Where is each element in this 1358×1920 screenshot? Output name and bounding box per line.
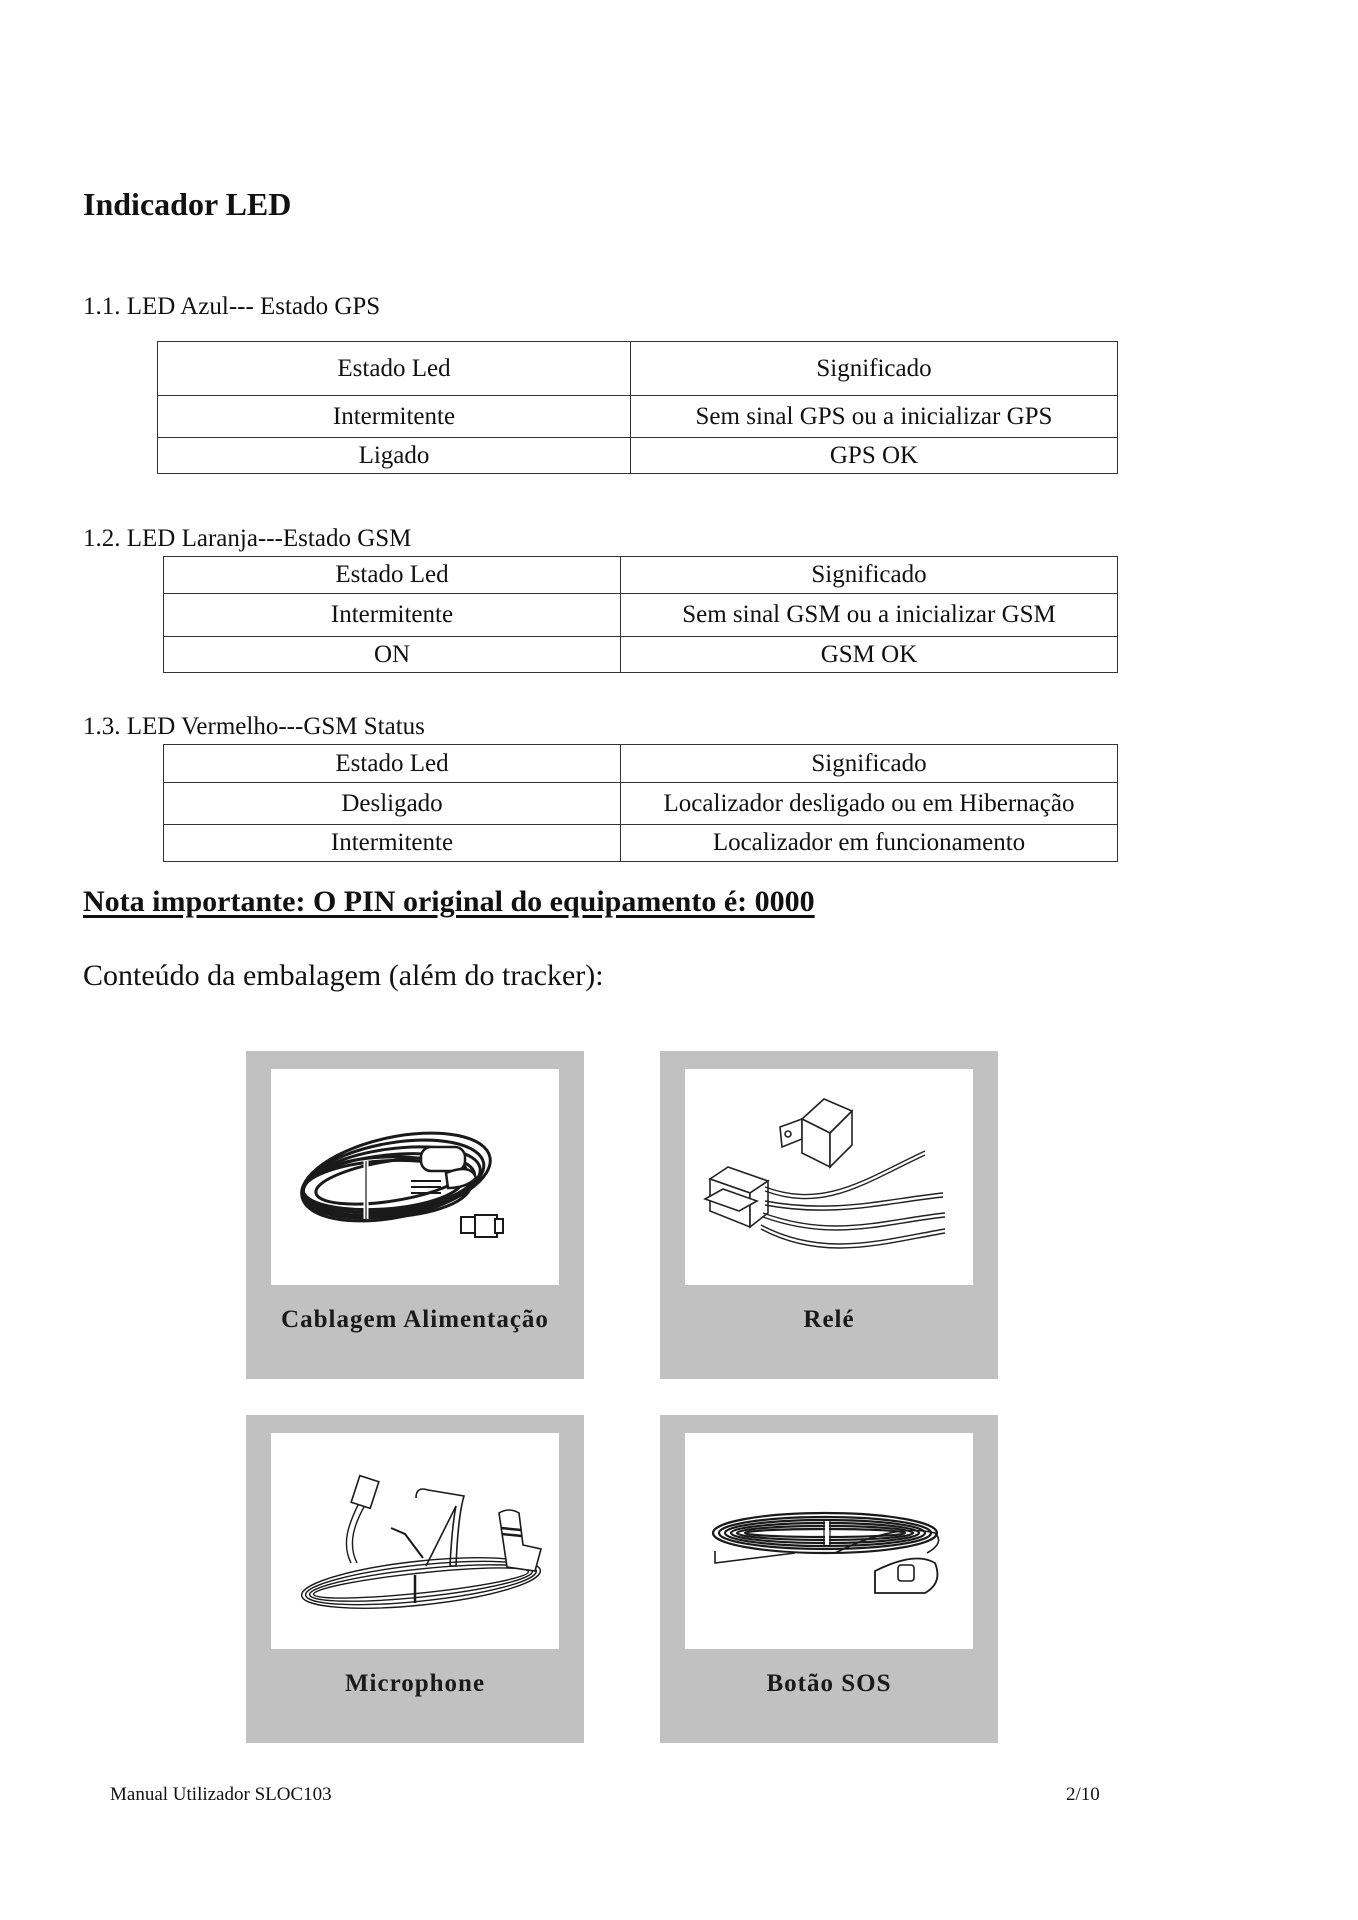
table-cell: Sem sinal GPS ou a inicializar GPS <box>631 396 1118 438</box>
led-table-status <box>163 744 1118 862</box>
relay-image <box>685 1069 973 1285</box>
table-row <box>164 594 1118 637</box>
page-title: Indicador LED <box>83 186 292 222</box>
table-cell: Sem sinal GSM ou a inicializar GSM <box>621 594 1118 637</box>
package-item-label: Relé <box>803 1306 855 1333</box>
package-item-label: Microphone <box>344 1670 486 1697</box>
table-cell: GSM OK <box>621 637 1118 673</box>
package-item-relay <box>660 1051 998 1379</box>
table-header-cell: Estado Led <box>158 342 631 396</box>
package-contents-heading: Conteúdo da embalagem (além do tracker): <box>83 959 604 992</box>
footer-manual-title: Manual Utilizador SLOC103 <box>110 1784 332 1805</box>
pin-note: Nota importante: O PIN original do equipamento é: 0000 <box>83 885 815 918</box>
table-cell: Intermitente <box>158 396 631 438</box>
table-header-row <box>164 557 1118 594</box>
table-header-cell: Estado Led <box>164 745 621 783</box>
table-header-row <box>158 342 1118 396</box>
section-heading-red-led: 1.3. LED Vermelho---GSM Status <box>83 713 425 740</box>
power-harness-icon <box>271 1069 559 1285</box>
table-row <box>164 637 1118 673</box>
relay-icon <box>685 1069 973 1285</box>
table-row <box>158 396 1118 438</box>
package-item-sos-button <box>660 1415 998 1743</box>
table-cell: ON <box>164 637 621 673</box>
microphone-icon <box>271 1433 559 1649</box>
table-cell: Localizador desligado ou em Hibernação <box>621 783 1118 825</box>
sos-button-image <box>685 1433 973 1649</box>
table-row <box>164 825 1118 862</box>
table-cell: GPS OK <box>631 438 1118 474</box>
footer-page-number: 2/10 <box>1066 1784 1100 1805</box>
table-header-cell: Significado <box>621 745 1118 783</box>
table-header-row <box>164 745 1118 783</box>
led-table-gps <box>157 341 1118 474</box>
package-item-power-harness <box>246 1051 584 1379</box>
table-cell: Ligado <box>158 438 631 474</box>
package-item-microphone <box>246 1415 584 1743</box>
table-header-cell: Significado <box>631 342 1118 396</box>
sos-button-icon <box>685 1433 973 1649</box>
table-cell: Intermitente <box>164 825 621 862</box>
table-cell: Desligado <box>164 783 621 825</box>
section-heading-gsm: 1.2. LED Laranja---Estado GSM <box>83 525 412 552</box>
table-cell: Localizador em funcionamento <box>621 825 1118 862</box>
package-item-label: Cablagem Alimentação <box>281 1306 549 1333</box>
package-item-label: Botão SOS <box>766 1670 892 1697</box>
table-cell: Intermitente <box>164 594 621 637</box>
led-table-gsm <box>163 556 1118 673</box>
power-harness-image <box>271 1069 559 1285</box>
table-header-cell: Estado Led <box>164 557 621 594</box>
table-row <box>164 783 1118 825</box>
microphone-image <box>271 1433 559 1649</box>
table-row <box>158 438 1118 474</box>
section-heading-gps: 1.1. LED Azul--- Estado GPS <box>83 293 381 320</box>
table-header-cell: Significado <box>621 557 1118 594</box>
